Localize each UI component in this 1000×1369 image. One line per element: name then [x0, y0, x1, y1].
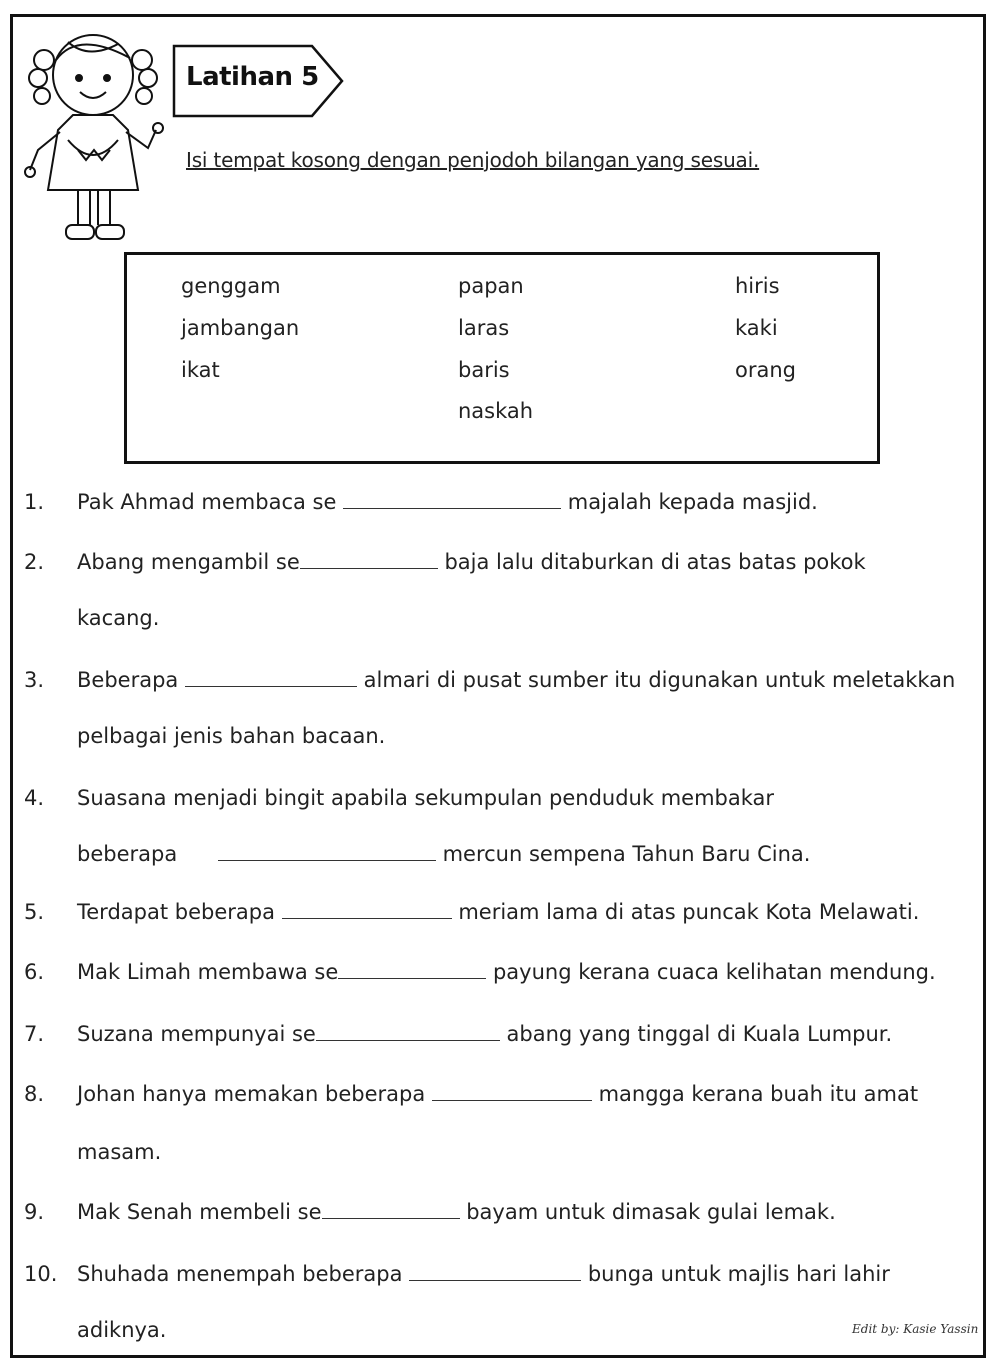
question-text-before: Suasana menjadi bingit apabila sekumpulan penduduk membakar — [77, 786, 775, 810]
edited-by-signature: Edit by: Kasie Yassin — [852, 1322, 979, 1336]
question-text-after: abang yang tinggal di Kuala Lumpur. — [506, 1022, 893, 1046]
question-text-after: almari di pusat sumber itu digunakan untuk meletakkan — [363, 668, 956, 692]
question-number: 10. — [24, 1262, 58, 1286]
question-text-before: Shuhada menempah beberapa — [77, 1262, 403, 1286]
question-continuation: pelbagai jenis bahan bacaan. — [77, 724, 386, 748]
question-text — [77, 1200, 836, 1224]
answer-blank[interactable] — [322, 1200, 460, 1219]
question-text-after: bunga untuk majlis hari lahir — [587, 1262, 890, 1286]
question-text-after: mangga kerana buah itu amat — [598, 1082, 919, 1106]
question-text — [77, 668, 955, 692]
question-number: 4. — [24, 786, 45, 810]
answer-blank[interactable] — [343, 490, 561, 509]
question-number: 2. — [24, 550, 45, 574]
question-text — [77, 1262, 890, 1286]
question-number: 7. — [24, 1022, 45, 1046]
question-number: 8. — [24, 1082, 45, 1106]
girl-illustration-icon — [18, 20, 168, 250]
question-continuation: adiknya. — [77, 1318, 167, 1342]
question-text — [77, 960, 936, 984]
question-text — [77, 1022, 892, 1046]
question-number: 3. — [24, 668, 45, 692]
question-number: 1. — [24, 490, 45, 514]
question-continuation: masam. — [77, 1140, 162, 1164]
question-continuation: kacang. — [77, 606, 160, 630]
question-text-after: meriam lama di atas puncak Kota Melawati. — [458, 900, 920, 924]
question-number: 5. — [24, 900, 45, 924]
question-text-after: mercun sempena Tahun Baru Cina. — [442, 842, 811, 866]
answer-blank[interactable] — [409, 1262, 581, 1281]
answer-blank[interactable] — [432, 1082, 592, 1101]
question-text-before: Terdapat beberapa — [77, 900, 275, 924]
question-number: 9. — [24, 1200, 45, 1224]
question-text-before: Pak Ahmad membaca se — [77, 490, 337, 514]
question-text-before: Suzana mempunyai se — [77, 1022, 316, 1046]
question-text-before: Mak Limah membawa se — [77, 960, 339, 984]
question-number: 6. — [24, 960, 45, 984]
word-bank-item: laras — [458, 316, 510, 340]
answer-blank[interactable] — [282, 900, 452, 919]
word-bank-item: orang — [735, 358, 796, 382]
question-text — [77, 490, 818, 514]
question-text-after: bayam untuk dimasak gulai lemak. — [466, 1200, 836, 1224]
answer-blank[interactable] — [185, 668, 357, 687]
answer-blank[interactable] — [316, 1022, 500, 1041]
word-bank-item: hiris — [735, 274, 780, 298]
page-title: Latihan 5 — [186, 62, 319, 92]
instruction-text: Isi tempat kosong dengan penjodoh bilangan yang sesuai. — [186, 148, 760, 172]
word-bank-item: genggam — [181, 274, 281, 298]
question-text-before: beberapa — [77, 842, 178, 866]
answer-blank[interactable] — [300, 550, 438, 569]
answer-blank[interactable] — [218, 842, 436, 861]
question-text-after: majalah kepada masjid. — [567, 490, 818, 514]
question-text-after: payung kerana cuaca kelihatan mendung. — [492, 960, 936, 984]
question-text-before: Beberapa — [77, 668, 179, 692]
question-text — [77, 1082, 918, 1106]
question-text-after: baja lalu ditaburkan di atas batas pokok — [444, 550, 866, 574]
question-text — [77, 842, 810, 866]
question-text-before: Mak Senah membeli se — [77, 1200, 322, 1224]
question-text — [77, 786, 774, 810]
question-text-before: Abang mengambil se — [77, 550, 300, 574]
word-bank-item: ikat — [181, 358, 220, 382]
word-bank-item: naskah — [458, 399, 534, 423]
word-bank-item: papan — [458, 274, 524, 298]
word-bank-item: baris — [458, 358, 510, 382]
word-bank-item: jambangan — [181, 316, 300, 340]
question-text-before: Johan hanya memakan beberapa — [77, 1082, 426, 1106]
answer-blank[interactable] — [338, 960, 486, 979]
word-bank-item: kaki — [735, 316, 778, 340]
question-text — [77, 550, 866, 574]
question-text — [77, 900, 919, 924]
